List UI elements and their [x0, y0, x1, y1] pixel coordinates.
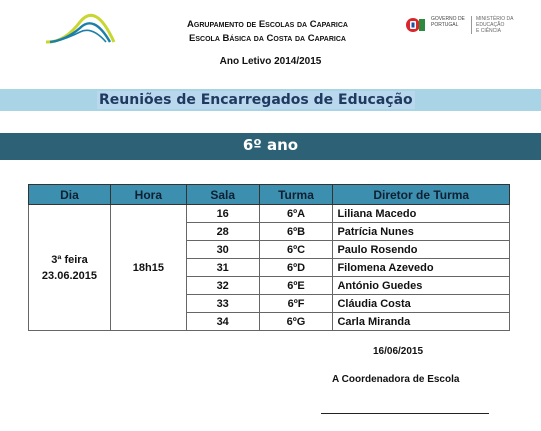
class-cell: 6ºD [259, 259, 333, 277]
room-cell: 34 [186, 313, 259, 331]
director-cell: António Guedes [333, 277, 510, 295]
room-cell: 28 [186, 223, 259, 241]
government-label: GOVERNO DE PORTUGAL [431, 16, 465, 28]
grade-heading: 6º ano [0, 133, 541, 160]
portugal-shield-icon [405, 15, 427, 35]
school-year: Ano Letivo 2014/2015 [219, 56, 322, 67]
room-cell: 30 [186, 241, 259, 259]
signature-label: A Coordenadora de Escola [332, 374, 460, 385]
day-cell [29, 205, 111, 331]
class-cell: 6ºE [259, 277, 333, 295]
class-cell: 6ºB [259, 223, 333, 241]
table-header-row [29, 185, 510, 205]
director-cell: Paulo Rosendo [333, 241, 510, 259]
day-weekday: 3ª feira [51, 253, 88, 266]
room-cell: 32 [186, 277, 259, 295]
director-cell: Cláudia Costa [333, 295, 510, 313]
class-cell: 6ºF [259, 295, 333, 313]
school-name-line1: Agrupamento de Escolas da Caparica [187, 19, 348, 30]
room-cell: 16 [186, 205, 259, 223]
class-cell: 6ºA [259, 205, 333, 223]
ministry-label: MINISTÉRIO DA EDUCAÇÃO E CIÊNCIA [471, 16, 515, 34]
director-cell: Liliana Macedo [333, 205, 510, 223]
header-sala: Sala [186, 185, 259, 205]
director-cell: Carla Miranda [333, 313, 510, 331]
class-cell: 6ºG [259, 313, 333, 331]
header-diretor: Diretor de Turma [333, 185, 510, 205]
room-cell: 33 [186, 295, 259, 313]
director-cell: Filomena Azevedo [333, 259, 510, 277]
header-turma: Turma [259, 185, 333, 205]
time-cell: 18h15 [110, 205, 186, 331]
school-logo-icon [44, 12, 116, 48]
header-hora: Hora [110, 185, 186, 205]
school-name-line2: Escola Básica da Costa da Caparica [189, 33, 346, 44]
room-cell: 31 [186, 259, 259, 277]
day-date: 23.06.2015 [41, 269, 97, 282]
government-logo [405, 15, 515, 37]
director-cell: Patrícia Nunes [333, 223, 510, 241]
meeting-schedule-table [28, 184, 510, 331]
header-dia: Dia [29, 185, 111, 205]
school-name [160, 18, 375, 46]
class-cell: 6ºC [259, 241, 333, 259]
table-row [29, 205, 510, 223]
document-date: 16/06/2015 [373, 346, 424, 357]
page-title: Reuniões de Encarregados de Educação [99, 92, 413, 108]
signature-line [321, 413, 489, 414]
